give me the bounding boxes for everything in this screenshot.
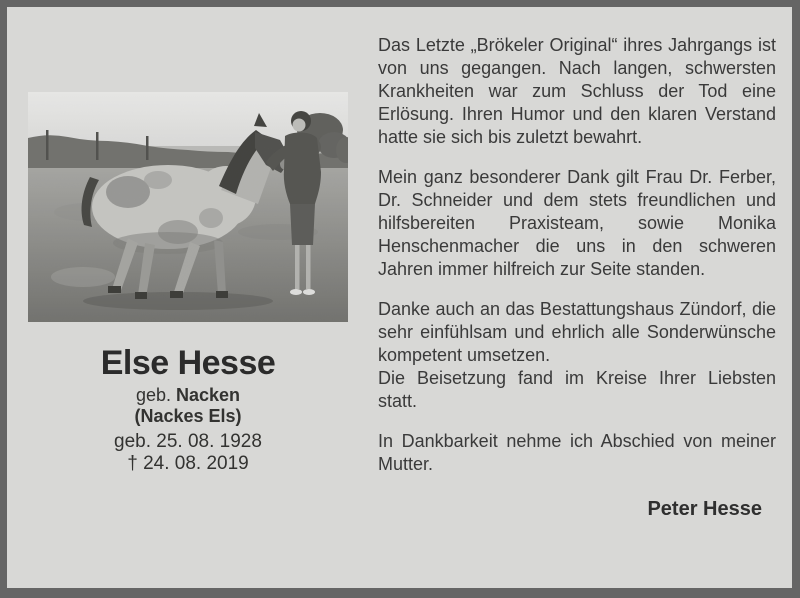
obituary-paragraph: Das Letzte „Brökeler Original“ ihres Jahrgangs ist von uns gegangen. Nach langen, schwersten Krankheiten war zum Schluss der Tod eine Erlösung. Ihren Humor und den klaren Verstand hatte sie sich bis zuletzt bewahrt. xyxy=(378,35,776,147)
nickname: (Nackes Els) xyxy=(134,406,242,426)
signature: Peter Hesse xyxy=(647,498,762,520)
photo-scene xyxy=(28,92,348,322)
memorial-photo xyxy=(28,92,348,322)
obituary-paragraph: In Dankbarkeit nehme ich Abschied von meiner Mutter. xyxy=(378,431,776,474)
birth-name-line xyxy=(28,385,348,406)
birth-date: geb. 25. 08. 1928 xyxy=(114,431,262,452)
life-dates xyxy=(28,431,348,475)
birth-name: Nacken xyxy=(176,385,241,405)
death-date: † 24. 08. 2019 xyxy=(127,453,249,474)
obituary-paragraph: Mein ganz besonderer Dank gilt Frau Dr. Ferber, Dr. Schneider und dem stets freundlichen und hilfsbereiten Praxisteam, sowie Monika Henschenmacher die uns in den schweren Jahren immer hilfreich zur Seite standen. xyxy=(378,167,776,279)
obituary-text-column xyxy=(378,34,776,521)
birth-name-label: geb. xyxy=(135,385,171,405)
deceased-name-block xyxy=(28,343,348,475)
obituary-paragraph: Danke auch an das Bestattungshaus Zündorf, die sehr einfühlsam und ehrlich alle Sonderwünsche kompetent umsetzen. xyxy=(378,299,776,365)
obituary-paragraph: Die Beisetzung fand im Kreise Ihrer Liebsten statt. xyxy=(378,368,776,411)
deceased-name: Else Hesse xyxy=(100,344,276,382)
obituary-card xyxy=(7,7,792,588)
